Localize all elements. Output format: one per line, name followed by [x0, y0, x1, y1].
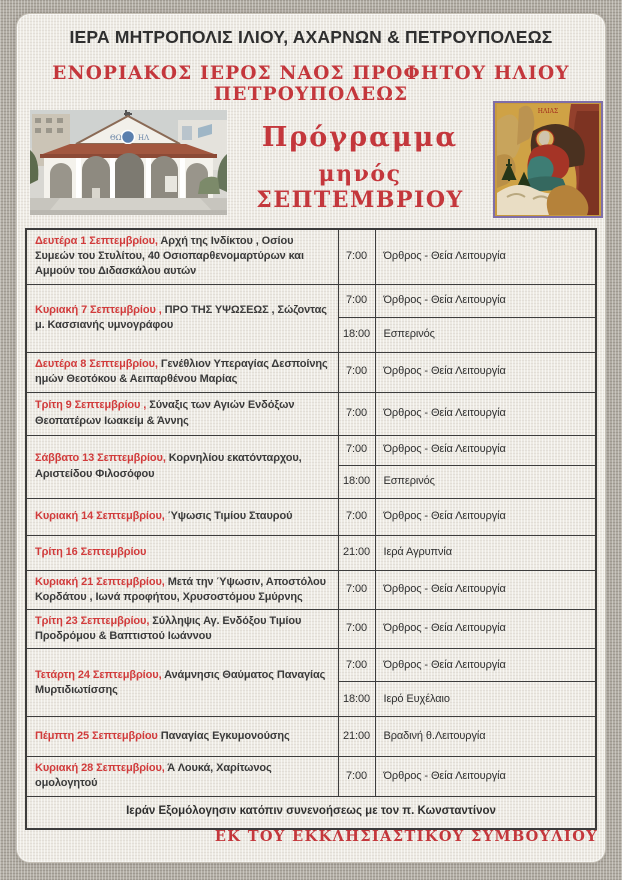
event-time: 7:00: [338, 352, 375, 392]
event-description-cell: [26, 352, 338, 392]
svg-text:ΘΩ: ΘΩ: [110, 134, 122, 142]
schedule-row: [26, 649, 596, 682]
event-description: Ά Λουκά, Χαρίτωνος ομολογητού: [35, 762, 272, 790]
event-description: Σύλληψις Αγ. Ενδόξου Τιμίου Προδρόμου & Βαπτιστού Ιωάννου: [35, 614, 302, 643]
program-title-line1: Πρόγραμμα: [261, 122, 459, 153]
event-date: Κυριακή 14 Σεπτεμβρίου,: [35, 509, 165, 522]
event-time: 7:00: [338, 649, 375, 682]
schedule-table: [25, 228, 597, 830]
event-time: 21:00: [338, 535, 375, 570]
program-title: [232, 122, 488, 213]
schedule-row: [26, 392, 596, 435]
event-description: Γενέθλιον Υπεραγίας Δεσποίνης ημών Θεοτόκου & Αειπαρθένου Μαρίας: [35, 357, 328, 386]
schedule-row: [26, 435, 596, 465]
event-date: Δευτέρα 1 Σεπτεμβρίου,: [35, 235, 158, 247]
event-description: Ανάμνησις Θαύματος Παναγίας Μυρτιδιωτίσσης: [35, 668, 326, 696]
event-service: Βραδινή θ.Λειτουργία: [375, 717, 596, 757]
event-time: 7:00: [338, 435, 375, 465]
event-service: Όρθρος - Θεία Λειτουργία: [375, 570, 596, 609]
church-photo-illustration: [30, 110, 227, 215]
svg-text:ΗΛΙΑΣ: ΗΛΙΑΣ: [537, 108, 559, 115]
event-description: Ύψωσις Τιμίου Σταυρού: [167, 509, 293, 522]
event-description: Κορνηλίου εκατόνταρχου, Αριστείδου Φιλοσόφου: [35, 452, 302, 480]
schedule-row: [26, 229, 596, 284]
event-description-cell: [26, 609, 338, 648]
event-date: Κυριακή 7 Σεπτεμβρίου ,: [35, 303, 162, 316]
event-service: Όρθρος - Θεία Λειτουργία: [375, 609, 596, 648]
event-date: Δευτέρα 8 Σεπτεμβρίου,: [35, 357, 158, 370]
metropolis-title: ΙΕΡΑ ΜΗΤΡΟΠΟΛΙΣ ΙΛΙΟΥ, ΑΧΑΡΝΩΝ & ΠΕΤΡΟΥΠΟΛΕΩΣ: [69, 27, 553, 47]
event-description-cell: [26, 535, 338, 570]
event-time: 21:00: [338, 717, 375, 757]
event-time: 7:00: [338, 609, 375, 648]
parish-title: ΕΝΟΡΙΑΚΟΣ ΙΕΡΟΣ ΝΑΟΣ ΠΡΟΦΗΤΟΥ ΗΛΙΟΥ ΠΕΤΡΟΥΠΟΛΕΩΣ: [52, 63, 570, 105]
event-description-cell: [26, 649, 338, 717]
event-service: Όρθρος - Θεία Λειτουργία: [375, 229, 596, 284]
event-date: Τρίτη 9 Σεπτεμβρίου ,: [35, 399, 147, 412]
event-service: Όρθρος - Θεία Λειτουργία: [375, 352, 596, 392]
event-service: Εσπερινός: [375, 465, 596, 498]
event-date: Κυριακή 28 Σεπτεμβρίου,: [35, 762, 165, 775]
event-description-cell: [26, 229, 338, 284]
schedule-row: [26, 535, 596, 570]
schedule-row: [26, 352, 596, 392]
schedule-row: [26, 284, 596, 317]
schedule-row: [26, 609, 596, 648]
event-time: 7:00: [338, 757, 375, 796]
schedule-row: [26, 498, 596, 535]
church-exterior-photo: [30, 110, 227, 215]
event-description: Παναγίας Εγκυμονούσης: [160, 730, 290, 743]
event-description-cell: [26, 392, 338, 435]
event-service: Όρθρος - Θεία Λειτουργία: [375, 498, 596, 535]
event-description-cell: [26, 498, 338, 535]
event-time: 7:00: [338, 229, 375, 284]
event-description: Αρχή της Ινδίκτου , Οσίου Συμεών του Στυλίτου, 40 Οσιοπαρθενομαρτύρων και Αμμούν του Διδασκάλου αυτών: [35, 235, 304, 278]
event-service: Όρθρος - Θεία Λειτουργία: [375, 757, 596, 796]
event-service: Εσπερινός: [375, 317, 596, 352]
event-time: 7:00: [338, 392, 375, 435]
event-description-cell: [26, 570, 338, 609]
event-date: Τετάρτη 24 Σεπτεμβρίου,: [35, 668, 162, 681]
event-description: ΠΡΟ ΤΗΣ ΥΨΩΣΕΩΣ , Σώζοντας μ. Κασσιανής υμνογράφου: [35, 303, 327, 332]
event-time: 7:00: [338, 570, 375, 609]
confession-note-row: [26, 796, 596, 829]
event-date: Πέμπτη 25 Σεπτεμβρίου: [35, 730, 158, 743]
event-time: 7:00: [338, 498, 375, 535]
event-time: 18:00: [338, 465, 375, 498]
schedule-row: [26, 757, 596, 796]
confession-note: Ιεράν Εξομόλογησιν κατόπιν συνενοήσεως με τον π. Κωνσταντίνον: [26, 796, 596, 829]
event-description: Σύναξις των Αγιών Ενδόξων Θεοπατέρων Ιωακείμ & Άννης: [35, 399, 295, 427]
event-description: Μετά την Ύψωσιν, Αποστόλου Κορδάτου , Ιωνά προφήτου, Χρυσοστόμου Σμύρνης: [35, 575, 326, 603]
event-service: Όρθρος - Θεία Λειτουργία: [375, 649, 596, 682]
icon-illustration: [493, 101, 603, 218]
event-description-cell: [26, 717, 338, 757]
event-date: Τρίτη 23 Σεπτεμβρίου,: [35, 614, 150, 627]
event-description-cell: [26, 284, 338, 352]
event-service: Όρθρος - Θεία Λειτουργία: [375, 435, 596, 465]
event-service: Ιερά Αγρυπνία: [375, 535, 596, 570]
event-service: Όρθρος - Θεία Λειτουργία: [375, 284, 596, 317]
event-time: 18:00: [338, 682, 375, 717]
program-title-line2: μηνός ΣΕΠΤΕΜΒΡΙΟΥ: [256, 161, 464, 213]
event-service: Ιερό Ευχέλαιο: [375, 682, 596, 717]
event-description-cell: [26, 757, 338, 796]
svg-text:ΗΛ: ΗΛ: [138, 134, 150, 142]
event-date: Σάββατο 13 Σεπτεμβρίου,: [35, 452, 166, 465]
schedule-row: [26, 717, 596, 757]
event-description-cell: [26, 435, 338, 498]
church-council-signature: ΕΚ ΤΟΥ ΕΚΚΛΗΣΙΑΣΤΙΚΟΥ ΣΥΜΒΟΥΛΙΟΥ: [214, 828, 598, 845]
schedule-row: [26, 570, 596, 609]
prophet-elias-icon: [493, 101, 603, 218]
event-time: 18:00: [338, 317, 375, 352]
event-date: Τρίτη 16 Σεπτεμβρίου: [35, 545, 147, 558]
event-date: Κυριακή 21 Σεπτεμβρίου,: [35, 575, 165, 588]
event-time: 7:00: [338, 284, 375, 317]
event-service: Όρθρος - Θεία Λειτουργία: [375, 392, 596, 435]
